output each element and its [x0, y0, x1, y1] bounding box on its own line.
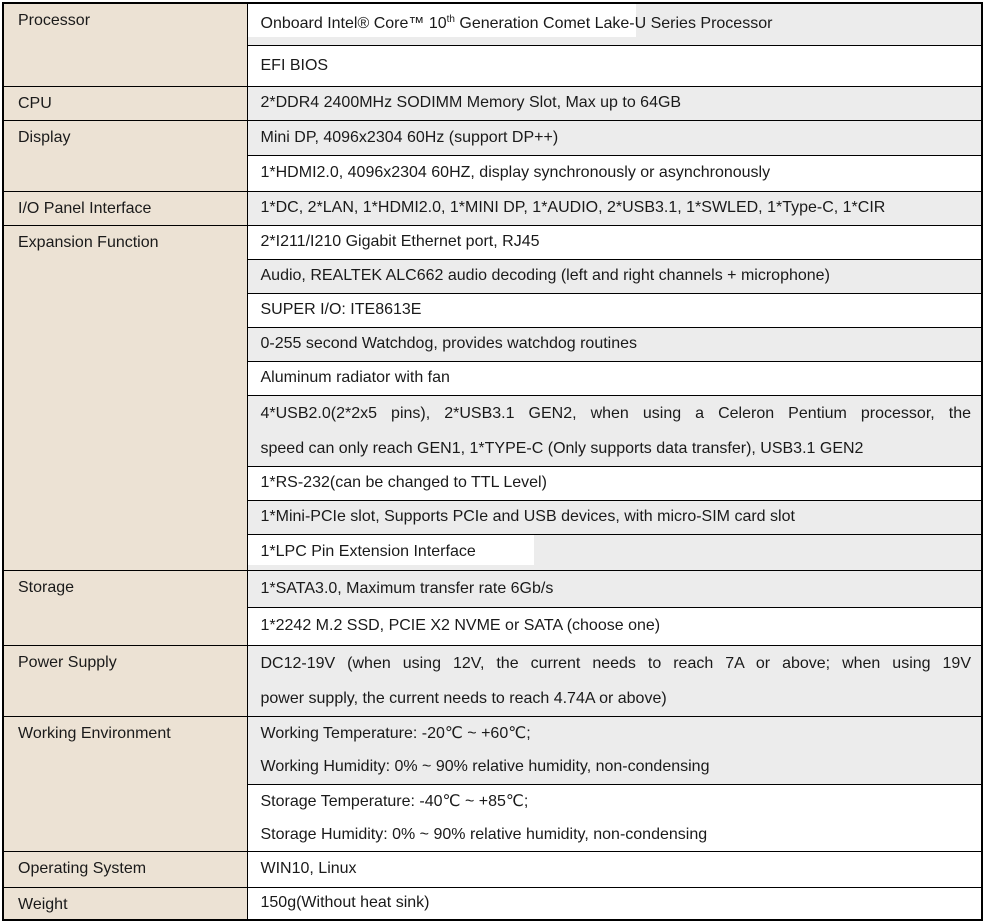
spec-label-expansion: Expansion Function: [3, 225, 247, 570]
usb-text-line1: 4*USB2.0(2*2x5 pins), 2*USB3.1 GEN2, when using a Celeron Pentium processor, the: [260, 404, 971, 422]
os-text: WIN10, Linux: [260, 860, 357, 877]
display-hdmi-text: 1*HDMI2.0, 4096x2304 60HZ, display synchronously or asynchronously: [260, 164, 771, 181]
lpc-text: 1*LPC Pin Extension Interface: [260, 543, 476, 560]
table-row: [3, 86, 982, 120]
spec-value-audio: [247, 259, 982, 293]
sata-text: 1*SATA3.0, Maximum transfer rate 6Gb/s: [260, 579, 554, 597]
io-ports-text: 1*DC, 2*LAN, 1*HDMI2.0, 1*MINI DP, 1*AUDIO, 2*USB3.1, 1*SWLED, 1*Type-C, 1*CIR: [260, 199, 886, 216]
spec-label-cpu: CPU: [3, 86, 247, 120]
spec-value-mini-pcie: [247, 500, 982, 534]
spec-value-ethernet: [247, 225, 982, 259]
spec-value-memory: [247, 86, 982, 120]
audio-text: Audio, REALTEK ALC662 audio decoding (left and right channels + microphone): [260, 267, 830, 284]
super-io-text: SUPER I/O: ITE8613E: [260, 301, 422, 318]
spec-label-processor: Processor: [3, 3, 247, 86]
radiator-text: Aluminum radiator with fan: [260, 369, 450, 386]
ethernet-text: 2*I211/I210 Gigabit Ethernet port, RJ45: [260, 233, 540, 250]
table-row: [3, 645, 982, 716]
processor-model-text: [261, 15, 773, 32]
spec-value-power-supply: [247, 645, 982, 716]
spec-label-io-panel: I/O Panel Interface: [3, 191, 247, 225]
table-row: [3, 851, 982, 887]
bios-text: EFI BIOS: [260, 56, 329, 74]
spec-label-power-supply: Power Supply: [3, 645, 247, 716]
spec-value-processor-model: [247, 3, 982, 45]
spec-value-radiator: [247, 361, 982, 395]
processor-model-prefix: Onboard Intel® Core™ 10: [260, 15, 447, 33]
display-dp-text: Mini DP, 4096x2304 60Hz (support DP++): [260, 128, 559, 146]
rs232-text: 1*RS-232(can be changed to TTL Level): [260, 474, 547, 491]
processor-model-ordinal: th: [446, 13, 455, 25]
spec-label-display: Display: [3, 120, 247, 191]
spec-value-display-hdmi: [247, 155, 982, 191]
spec-table: [2, 2, 983, 921]
mini-pcie-text: 1*Mini-PCIe slot, Supports PCIe and USB devices, with micro-SIM card slot: [260, 508, 795, 525]
power-supply-text-line1: DC12-19V (when using 12V, the current needs to reach 7A or above; when using 19V: [260, 654, 971, 672]
watchdog-text: 0-255 second Watchdog, provides watchdog routines: [260, 335, 638, 352]
processor-model-suffix: Generation Comet Lake-U Series Processor: [454, 15, 773, 33]
spec-label-weight: Weight: [3, 887, 247, 920]
spec-value-usb: [247, 395, 982, 466]
table-row: [3, 191, 982, 225]
spec-value-sata: [247, 570, 982, 607]
table-row: [3, 887, 982, 920]
memory-text: 2*DDR4 2400MHz SODIMM Memory Slot, Max up to 64GB: [260, 94, 682, 111]
power-supply-text-line2: power supply, the current needs to reach 4.74A or above): [260, 689, 667, 707]
spec-label-working-environment: Working Environment: [3, 716, 247, 851]
working-humidity-text: Working Humidity: 0% ~ 90% relative humidity, non-condensing: [260, 758, 710, 775]
spec-value-display-dp: [247, 120, 982, 155]
spec-value-rs232: [247, 466, 982, 500]
table-row: [3, 3, 982, 45]
storage-temperature-text: Storage Temperature: -40℃ ~ +85℃;: [260, 792, 529, 810]
spec-value-weight: [247, 887, 982, 920]
spec-label-storage: Storage: [3, 570, 247, 645]
spec-value-super-io: [247, 293, 982, 327]
weight-text: 150g(Without heat sink): [260, 894, 430, 912]
spec-value-watchdog: [247, 327, 982, 361]
storage-humidity-text: Storage Humidity: 0% ~ 90% relative humidity, non-condensing: [260, 825, 708, 843]
spec-value-bios: [247, 45, 982, 86]
table-row: [3, 225, 982, 259]
spec-label-operating-system: Operating System: [3, 851, 247, 887]
spec-value-lpc: [247, 534, 982, 570]
spec-value-working-temp-humidity: [247, 716, 982, 784]
usb-text-line2: speed can only reach GEN1, 1*TYPE-C (Only supports data transfer), USB3.1 GEN2: [260, 439, 864, 457]
spec-value-storage-temp-humidity: [247, 784, 982, 851]
table-row: [3, 570, 982, 607]
spec-value-m2-ssd: [247, 607, 982, 645]
spec-value-io-ports: [247, 191, 982, 225]
table-row: [3, 120, 982, 155]
table-row: [3, 716, 982, 784]
working-temperature-text: Working Temperature: -20℃ ~ +60℃;: [260, 725, 531, 742]
m2-ssd-text: 1*2242 M.2 SSD, PCIE X2 NVME or SATA (choose one): [260, 617, 661, 634]
spec-value-os: [247, 851, 982, 887]
